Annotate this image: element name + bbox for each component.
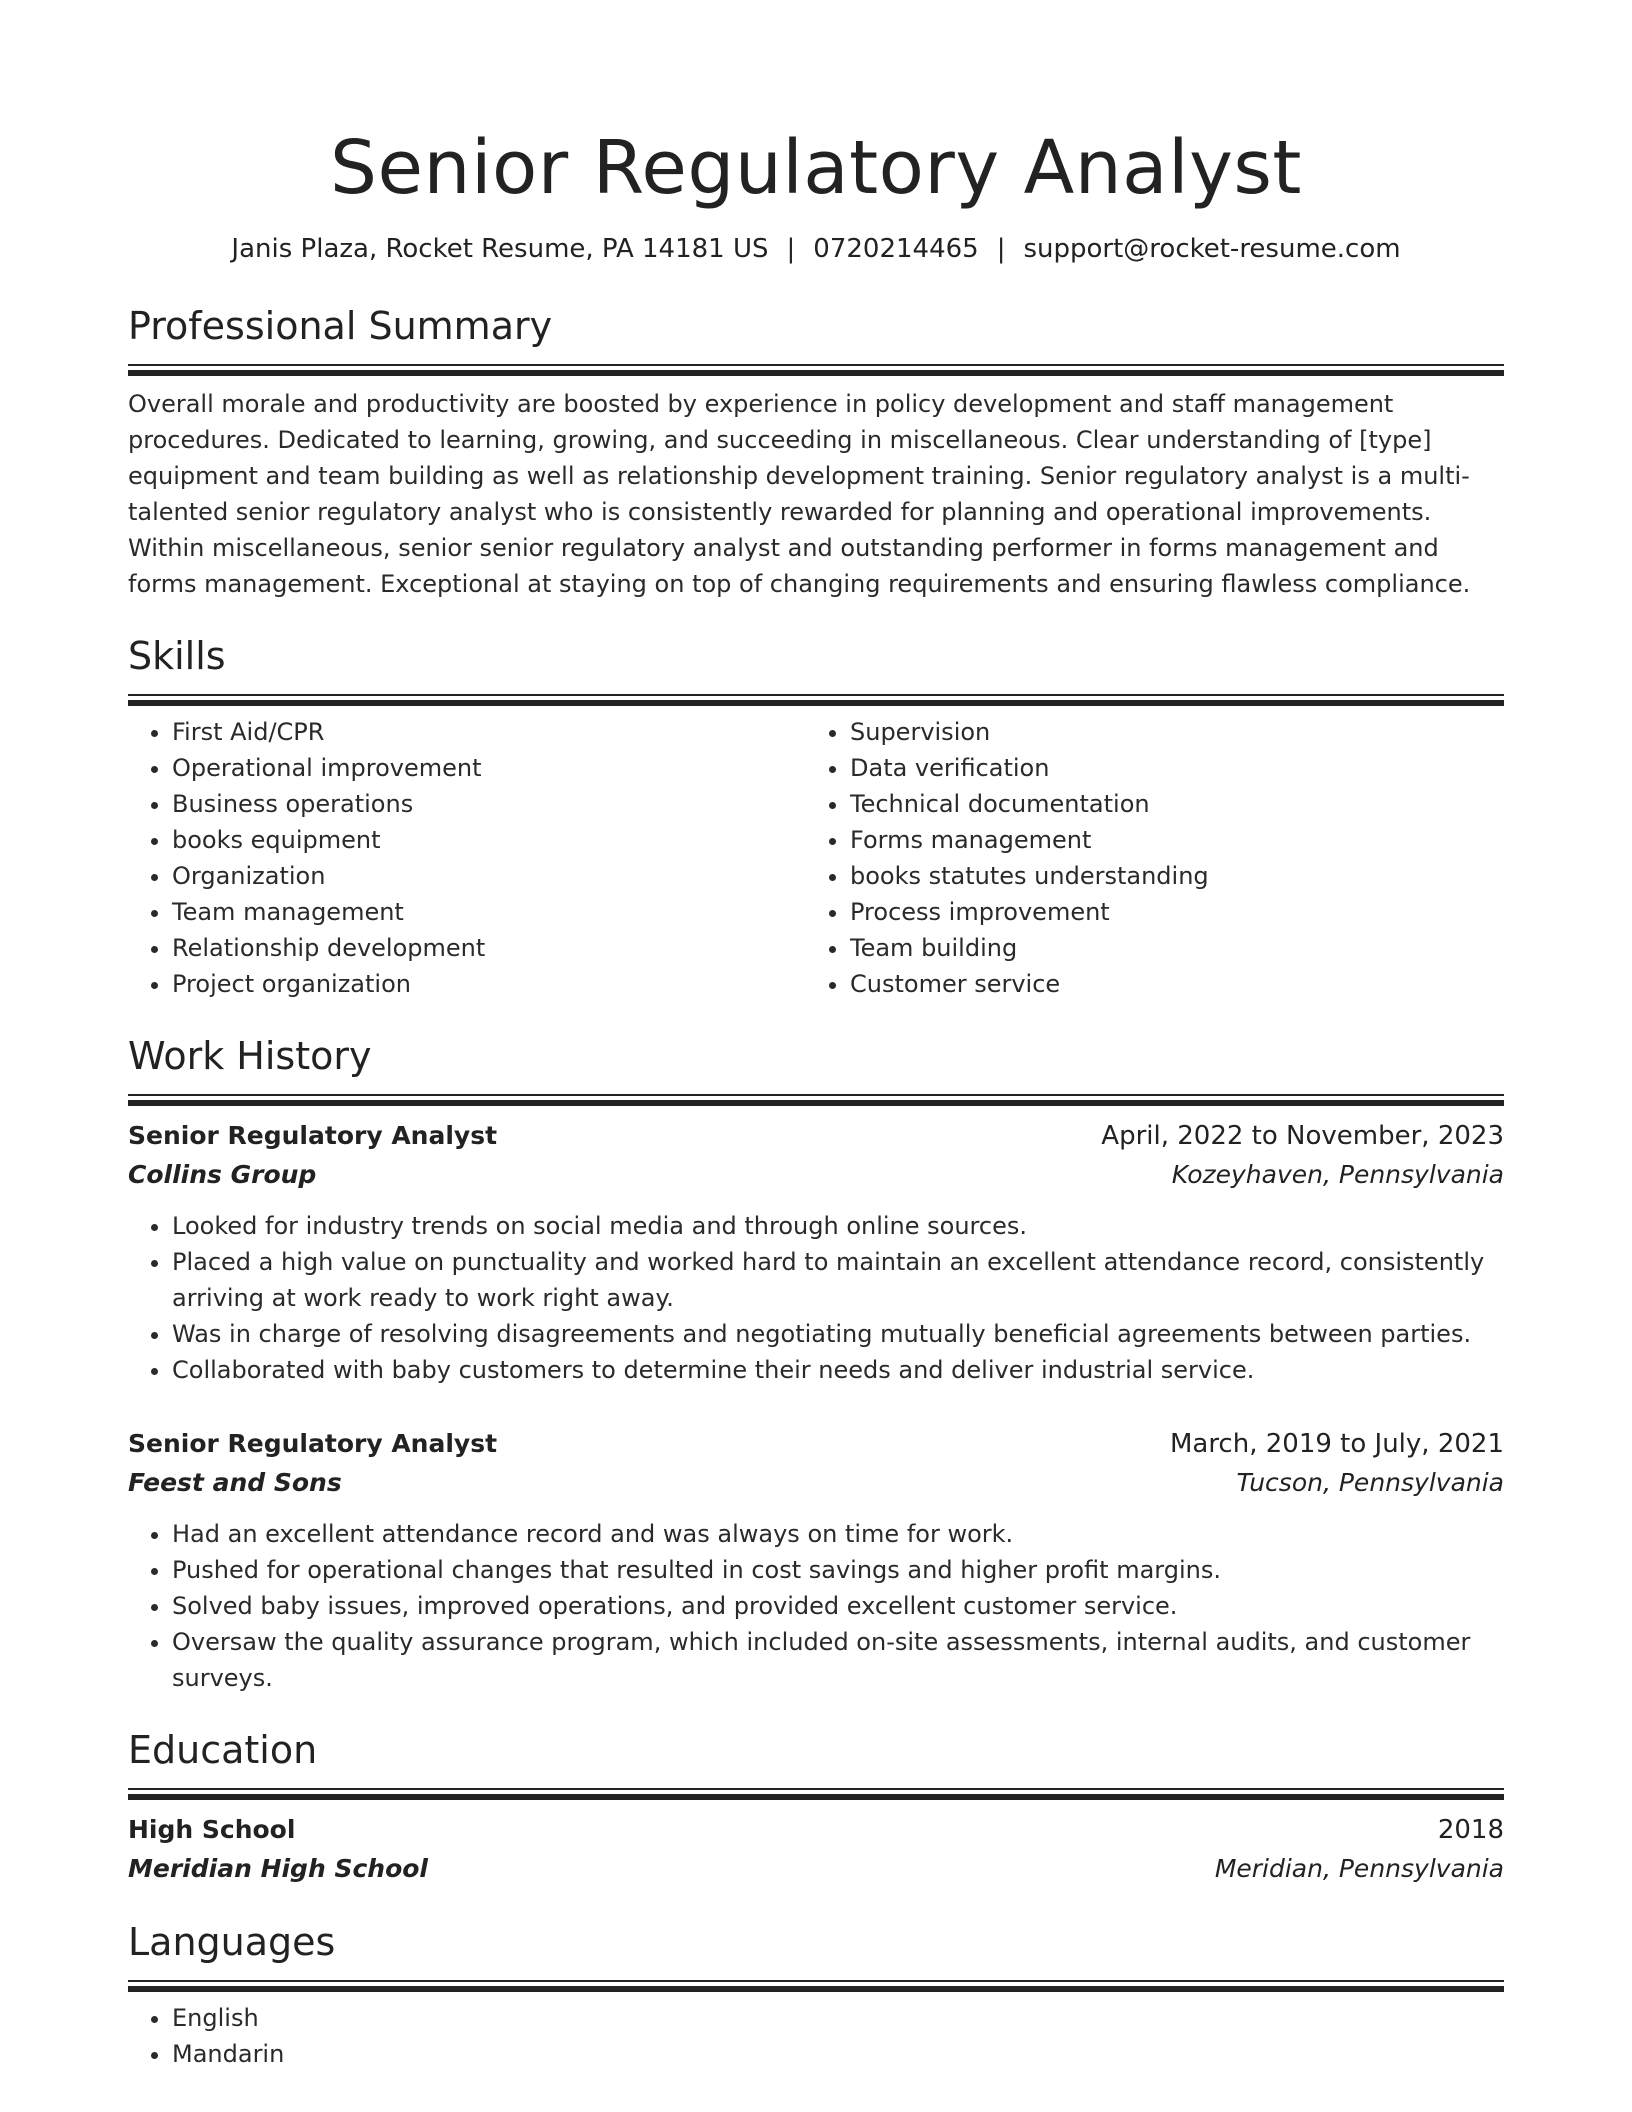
skill-item: • Process improvement xyxy=(850,894,1484,930)
education-location: Meridian, Pennsylvania xyxy=(1214,1854,1504,1883)
skill-item: • First Aid/CPR xyxy=(172,714,806,750)
education-section xyxy=(128,1726,1504,1888)
job-company: Collins Group xyxy=(128,1160,317,1189)
education-entry xyxy=(128,1810,1504,1888)
resume-page xyxy=(128,0,1504,2072)
job-bullets xyxy=(128,1208,1504,1388)
job-title: Senior Regulatory Analyst xyxy=(128,1429,498,1458)
skill-item: • Forms management xyxy=(850,822,1484,858)
education-year: 2018 xyxy=(1437,1815,1504,1845)
languages-list xyxy=(128,2000,1504,2072)
job-location: Kozeyhaven, Pennsylvania xyxy=(1171,1160,1504,1189)
contact-email: support@rocket-resume.com xyxy=(1023,234,1401,264)
job-bullet: • Pushed for operational changes that resulted in cost savings and higher profit margins. xyxy=(172,1552,1504,1588)
job-title: Senior Regulatory Analyst xyxy=(128,1121,498,1150)
skill-item: • Data verification xyxy=(850,750,1484,786)
section-heading-languages: Languages xyxy=(128,1920,336,1964)
job-bullet: • Placed a high value on punctuality and worked hard to maintain an excellent attendance record, consistently arriving at work ready to work right away. xyxy=(172,1244,1504,1316)
skill-item: • Customer service xyxy=(850,966,1484,1002)
resume-title: Senior Regulatory Analyst xyxy=(330,125,1302,211)
languages-section xyxy=(128,1918,1504,2072)
section-heading-work-history: Work History xyxy=(128,1034,372,1078)
section-heading-summary: Professional Summary xyxy=(128,304,553,348)
skill-item: • Supervision xyxy=(850,714,1484,750)
skill-item: • books statutes understanding xyxy=(850,858,1484,894)
skills-list-left xyxy=(128,714,806,1002)
language-item: • Mandarin xyxy=(172,2036,1504,2072)
contact-phone: 0720214465 xyxy=(813,234,979,264)
skills-list-right xyxy=(806,714,1484,1002)
skill-item: • Technical documentation xyxy=(850,786,1484,822)
section-divider xyxy=(128,694,1504,708)
language-item: • English xyxy=(172,2000,1504,2036)
education-degree: High School xyxy=(128,1815,296,1844)
skill-item: • Team management xyxy=(172,894,806,930)
education-header-row xyxy=(128,1810,1504,1850)
job-company-row xyxy=(128,1464,1504,1502)
summary-text: Overall morale and productivity are boosted by experience in policy development and staff management procedures. Dedicated to learning, growing, and succeeding in miscellaneous. Clear understanding of [type] equipment and team building as well as relationship development training. Senior regulatory analyst is a multi-talented senior regulatory analyst who is consistently rewarded for planning and operational improvements. Within miscellaneous, senior senior regulatory analyst and outstanding performer in forms management and forms management. Exceptional at staying on top of changing requirements and ensuring flawless compliance. xyxy=(128,390,1471,598)
job-bullet: • Collaborated with baby customers to determine their needs and deliver industrial service. xyxy=(172,1352,1504,1388)
skills-section xyxy=(128,632,1504,1002)
job-company-row xyxy=(128,1156,1504,1194)
skill-item: • Organization xyxy=(172,858,806,894)
section-heading-education: Education xyxy=(128,1728,318,1772)
contact-separator: | xyxy=(786,234,796,264)
job-bullet: • Had an excellent attendance record and was always on time for work. xyxy=(172,1516,1504,1552)
job-bullets xyxy=(128,1516,1504,1696)
section-heading-skills: Skills xyxy=(128,634,226,678)
job-header-row xyxy=(128,1116,1504,1156)
education-school-row xyxy=(128,1850,1504,1888)
job-entry xyxy=(128,1424,1504,1696)
section-divider xyxy=(128,364,1504,378)
job-bullet: • Solved baby issues, improved operations, and provided excellent customer service. xyxy=(172,1588,1504,1624)
job-dates: March, 2019 to July, 2021 xyxy=(1169,1429,1504,1459)
section-divider xyxy=(128,1980,1504,1994)
skill-item: • Team building xyxy=(850,930,1484,966)
contact-address: Janis Plaza, Rocket Resume, PA 14181 US xyxy=(231,234,769,264)
job-company: Feest and Sons xyxy=(128,1468,342,1497)
skill-item: • Operational improvement xyxy=(172,750,806,786)
job-bullet: • Looked for industry trends on social media and through online sources. xyxy=(172,1208,1504,1244)
summary-section xyxy=(128,302,1504,602)
skills-columns xyxy=(128,714,1504,1002)
job-bullet: • Was in charge of resolving disagreements and negotiating mutually beneficial agreements between parties. xyxy=(172,1316,1504,1352)
skill-item: • Business operations xyxy=(172,786,806,822)
work-history-section xyxy=(128,1032,1504,1696)
job-bullet: • Oversaw the quality assurance program, which included on-site assessments, internal audits, and customer surveys. xyxy=(172,1624,1504,1696)
job-entry xyxy=(128,1116,1504,1388)
skill-item: • Relationship development xyxy=(172,930,806,966)
section-divider xyxy=(128,1094,1504,1108)
job-location: Tucson, Pennsylvania xyxy=(1236,1468,1504,1497)
contact-separator: | xyxy=(996,234,1006,264)
job-dates: April, 2022 to November, 2023 xyxy=(1101,1121,1504,1151)
skill-item: • books equipment xyxy=(172,822,806,858)
education-school: Meridian High School xyxy=(128,1854,428,1883)
skill-item: • Project organization xyxy=(172,966,806,1002)
job-header-row xyxy=(128,1424,1504,1464)
contact-line xyxy=(128,232,1504,266)
section-divider xyxy=(128,1788,1504,1802)
